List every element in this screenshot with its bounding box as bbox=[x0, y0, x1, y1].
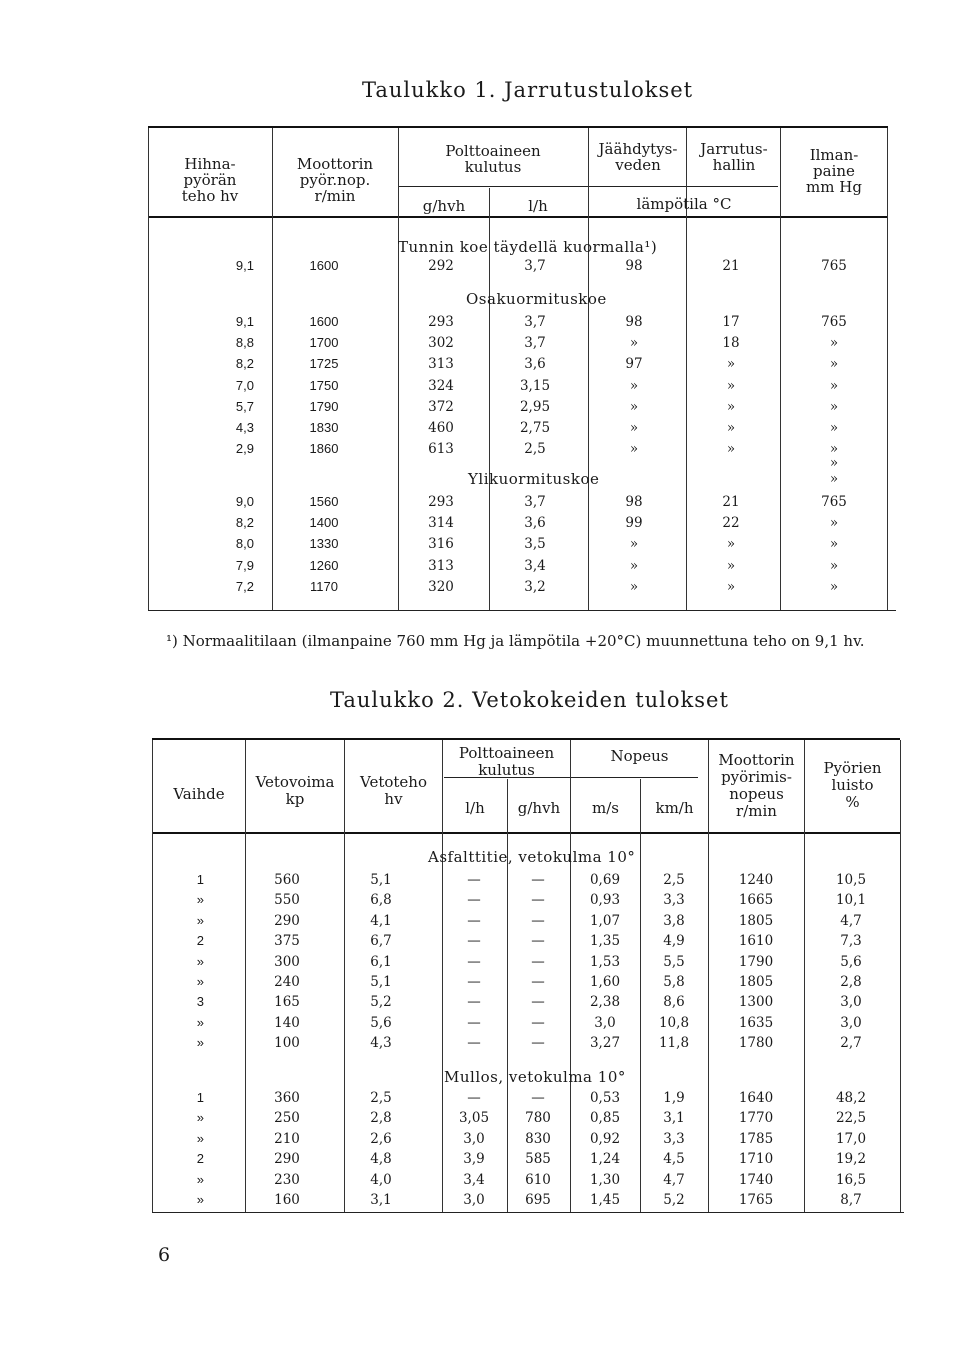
table1-cell: » bbox=[629, 536, 639, 553]
table1-cell: 22 bbox=[722, 515, 740, 532]
table1-cell: 9,1 bbox=[235, 258, 254, 273]
table2-col-rule bbox=[507, 779, 508, 1212]
table1-header-coolant: Jäähdytys- veden bbox=[598, 140, 678, 174]
table2-cell: 4,1 bbox=[370, 912, 392, 929]
table2-cell: 10,5 bbox=[835, 872, 867, 888]
table1-cell: 4,3 bbox=[235, 420, 254, 435]
table2-cell: 2,7 bbox=[840, 1035, 862, 1052]
table2-cell: 4,8 bbox=[370, 1151, 392, 1168]
table1-cell: 8,2 bbox=[235, 356, 254, 372]
table2-cell: 230 bbox=[274, 1171, 300, 1188]
table2-cell: 1 bbox=[196, 872, 204, 887]
table1-cell: 18 bbox=[722, 335, 740, 352]
table1-cell: 1790 bbox=[309, 398, 339, 414]
table1-cell: 8,0 bbox=[235, 536, 254, 552]
table2-cell: 22,5 bbox=[835, 1110, 867, 1127]
table1-cell: » bbox=[629, 578, 639, 595]
table1-cell: » bbox=[726, 398, 736, 415]
table2-header-fuel: Polttoaineen kulutus bbox=[458, 744, 555, 779]
table2-cell: 0,92 bbox=[589, 1130, 621, 1147]
table1-cell: 3,6 bbox=[524, 356, 546, 373]
table1-section-label: Tunnin koe täydellä kuormalla¹) bbox=[398, 238, 658, 256]
table2-cell: 48,2 bbox=[835, 1090, 867, 1106]
table2-cell: 2,38 bbox=[589, 994, 621, 1011]
table1-cell: » bbox=[829, 515, 839, 532]
table1-cell: » bbox=[629, 441, 639, 458]
table2-cell: 1,53 bbox=[589, 953, 621, 970]
table2-header-pull-force: Vetovoima kp bbox=[255, 773, 335, 808]
table2-cell: 1,45 bbox=[589, 1192, 621, 1208]
table2-cell: 290 bbox=[274, 912, 300, 929]
table2-cell: 1240 bbox=[738, 872, 774, 888]
table1-cell: » bbox=[829, 420, 839, 436]
table1-cell: » bbox=[726, 557, 736, 574]
table2-title: Taulukko 2. Vetokokeiden tulokset bbox=[330, 688, 729, 712]
table1-cell: » bbox=[629, 557, 639, 574]
table2-cell: 3,0 bbox=[840, 1014, 862, 1031]
table1-cell: 3,4 bbox=[524, 557, 546, 574]
table1-cell: 1600 bbox=[309, 258, 339, 273]
table1-cell: » bbox=[829, 557, 839, 574]
table2-cell: 550 bbox=[274, 892, 300, 909]
table1-section-label: Ylikuormituskoe bbox=[468, 470, 600, 488]
table1-cell: 1860 bbox=[309, 441, 339, 457]
table2-cell: — bbox=[467, 912, 481, 929]
table2-cell: 1765 bbox=[738, 1192, 774, 1208]
table2-header-pull-power: Vetoteho hv bbox=[360, 773, 427, 808]
table2-cell: 4,9 bbox=[663, 933, 685, 950]
table2-col-rule bbox=[245, 740, 246, 1212]
table1-cell: 314 bbox=[428, 515, 454, 532]
table1-cell: » bbox=[829, 356, 839, 373]
table2-cell: 2 bbox=[196, 1151, 204, 1167]
table2-cell: 3,1 bbox=[370, 1192, 392, 1208]
table1-header-brake-hall: Jarrutus- hallin bbox=[700, 140, 768, 174]
table1-header-fuel-lh: l/h bbox=[528, 197, 548, 215]
table2-cell: » bbox=[196, 1130, 204, 1146]
table1-cell: 9,0 bbox=[235, 494, 254, 509]
table1-col-rule bbox=[588, 128, 589, 610]
table2-cell: 3,4 bbox=[463, 1171, 485, 1188]
table2-cell: 3 bbox=[196, 994, 204, 1010]
table2-cell: 6,8 bbox=[370, 892, 392, 909]
table2-cell: — bbox=[467, 974, 481, 990]
table2-cell: 1805 bbox=[738, 974, 774, 990]
table1-cell: » bbox=[829, 335, 839, 352]
table1-cell: 3,15 bbox=[519, 377, 551, 394]
table2-header-wheel-slip: Pyörien luisto % bbox=[823, 759, 882, 811]
table2-cell: 1,60 bbox=[589, 974, 621, 990]
table2-cell: 5,2 bbox=[370, 994, 392, 1011]
table2-section-label: Mullos, vetokulma 10° bbox=[444, 1068, 626, 1086]
table2-cell: 1780 bbox=[738, 1035, 774, 1052]
table1-cell: » bbox=[829, 578, 839, 595]
table1-cell: » bbox=[629, 335, 639, 352]
table1-cell: 3,7 bbox=[524, 494, 546, 510]
table2-cell: 1,35 bbox=[589, 933, 621, 950]
table1-cell: 320 bbox=[428, 578, 454, 595]
table2-cell: 1610 bbox=[738, 933, 774, 950]
table2-cell: 1,9 bbox=[663, 1090, 685, 1106]
table2-cell: 3,9 bbox=[463, 1151, 485, 1168]
table2-cell: 3,8 bbox=[663, 912, 685, 929]
table2-cell: 695 bbox=[525, 1192, 551, 1208]
table2-cell: 2,8 bbox=[370, 1110, 392, 1127]
table1-cell: 613 bbox=[428, 441, 454, 458]
table1-cell: » bbox=[829, 536, 839, 553]
table2-cell: 1665 bbox=[738, 892, 774, 909]
table1-cell: 8,8 bbox=[235, 335, 254, 351]
table2-cell: 3,0 bbox=[463, 1130, 485, 1147]
table1-cell: » bbox=[829, 377, 839, 394]
table2-cell: » bbox=[196, 1035, 204, 1051]
table1-cell: 2,95 bbox=[519, 398, 551, 415]
table1-cell: 1560 bbox=[309, 494, 339, 509]
table1-header-fuel-ghvh: g/hvh bbox=[422, 197, 466, 215]
table2-col-rule bbox=[152, 740, 153, 1212]
table2-col-rule bbox=[570, 740, 571, 1212]
table2-cell: — bbox=[467, 994, 481, 1011]
table2-cell: 5,6 bbox=[840, 953, 862, 970]
table1-cell: 3,6 bbox=[524, 515, 546, 532]
table2-cell: 7,3 bbox=[840, 933, 862, 950]
table1-header-air-pressure: Ilman- paine mm Hg bbox=[806, 146, 862, 196]
table2-cell: — bbox=[531, 892, 545, 909]
table2-cell: 1,24 bbox=[589, 1151, 621, 1168]
table1-cell: 21 bbox=[722, 258, 740, 274]
table1-cell: 2,5 bbox=[524, 441, 546, 458]
table2-top-rule bbox=[152, 738, 900, 740]
table2-cell: 1805 bbox=[738, 912, 774, 929]
table2-cell: 8,7 bbox=[840, 1192, 862, 1208]
table1-cell: » bbox=[726, 356, 736, 373]
table2-cell: 2,5 bbox=[663, 872, 685, 888]
table2-cell: 3,0 bbox=[463, 1192, 485, 1208]
table2-bottom-rule bbox=[152, 1212, 904, 1213]
table2-cell: 0,69 bbox=[589, 872, 621, 888]
table1-cell: 293 bbox=[428, 494, 454, 510]
table2-cell: — bbox=[531, 974, 545, 990]
table2-cell: — bbox=[531, 994, 545, 1011]
table1-header-temperature: lämpötila °C bbox=[636, 195, 732, 213]
table1-cell: » bbox=[829, 398, 839, 415]
table2-cell: 3,27 bbox=[589, 1035, 621, 1052]
table1-top-rule bbox=[148, 126, 888, 128]
table2-cell: 1 bbox=[196, 1090, 204, 1105]
table2-cell: 160 bbox=[274, 1192, 300, 1208]
table1-col-rule bbox=[272, 128, 273, 610]
table1-cell: 292 bbox=[428, 258, 454, 274]
table1-cell: 3,7 bbox=[524, 335, 546, 352]
table1-cell: 98 bbox=[625, 314, 643, 330]
table2-cell: 5,1 bbox=[370, 872, 392, 888]
table2-cell: 2 bbox=[196, 933, 204, 949]
table2-cell: 1740 bbox=[738, 1171, 774, 1188]
table2-cell: 2,8 bbox=[840, 974, 862, 990]
table2-cell: 2,6 bbox=[370, 1130, 392, 1147]
table1-cell: » bbox=[629, 420, 639, 436]
table2-cell: 165 bbox=[274, 994, 300, 1011]
table2-cell: — bbox=[467, 933, 481, 950]
table2-cell: 3,3 bbox=[663, 1130, 685, 1147]
table2-cell: — bbox=[531, 1014, 545, 1031]
table1-cell: 313 bbox=[428, 356, 454, 373]
page-number: 6 bbox=[158, 1244, 171, 1266]
table1-cell: 316 bbox=[428, 536, 454, 553]
table2-cell: 0,85 bbox=[589, 1110, 621, 1127]
table1-cell: » bbox=[829, 471, 839, 488]
table2-cell: 16,5 bbox=[835, 1171, 867, 1188]
table1-cell: 372 bbox=[428, 398, 454, 415]
table1-col-rule bbox=[148, 128, 149, 610]
table2-cell: — bbox=[531, 953, 545, 970]
table2-cell: — bbox=[531, 912, 545, 929]
table1-cell: 3,7 bbox=[524, 314, 546, 330]
table1-cell: 7,2 bbox=[235, 578, 254, 594]
table1-cell: 1830 bbox=[309, 420, 339, 435]
table2-cell: — bbox=[467, 1035, 481, 1052]
table2-header-fuel-lh: l/h bbox=[465, 799, 485, 817]
table2-header-gear: Vaihde bbox=[173, 785, 225, 803]
table2-cell: — bbox=[531, 1035, 545, 1052]
table2-cell: 290 bbox=[274, 1151, 300, 1168]
table1-title: Taulukko 1. Jarrutustulokset bbox=[362, 78, 694, 102]
table2-cell: 1710 bbox=[738, 1151, 774, 1168]
table2-cell: 0,93 bbox=[589, 892, 621, 909]
table2-header-bottom-rule bbox=[152, 832, 900, 834]
table1-cell: 21 bbox=[722, 494, 740, 510]
table1-cell: 1600 bbox=[309, 314, 339, 329]
table1-cell: 98 bbox=[625, 258, 643, 274]
table2-cell: 10,1 bbox=[835, 892, 867, 909]
table2-cell: 3,3 bbox=[663, 892, 685, 909]
table2-cell: 100 bbox=[274, 1035, 300, 1052]
table1-cell: » bbox=[726, 536, 736, 553]
table2-cell: 240 bbox=[274, 974, 300, 990]
table2-col-rule bbox=[344, 740, 345, 1212]
table1-cell: 293 bbox=[428, 314, 454, 330]
table2-cell: — bbox=[467, 953, 481, 970]
table1-header-bottom-rule bbox=[148, 216, 888, 218]
table1-header-fuel: Polttoaineen kulutus bbox=[445, 142, 541, 176]
table2-cell: — bbox=[531, 933, 545, 950]
table2-cell: 300 bbox=[274, 953, 300, 970]
table1-cell: » bbox=[629, 377, 639, 394]
table2-cell: 11,8 bbox=[658, 1035, 690, 1052]
table2-cell: 360 bbox=[274, 1090, 300, 1106]
table1-cell: 2,75 bbox=[519, 420, 551, 436]
table2-cell: 3,1 bbox=[663, 1110, 685, 1127]
table2-cell: 140 bbox=[274, 1014, 300, 1031]
table2-cell: 4,7 bbox=[663, 1171, 685, 1188]
table2-cell: 1,07 bbox=[589, 912, 621, 929]
table2-cell: » bbox=[196, 892, 204, 908]
table2-col-rule bbox=[708, 740, 709, 1212]
table1-cell: 1330 bbox=[309, 536, 339, 552]
table2-cell: 8,6 bbox=[663, 994, 685, 1011]
table2-cell: 830 bbox=[525, 1130, 551, 1147]
table2-cell: 5,5 bbox=[663, 953, 685, 970]
table2-cell: 3,0 bbox=[840, 994, 862, 1011]
table1-cell: 99 bbox=[625, 515, 643, 532]
table2-cell: 375 bbox=[274, 933, 300, 950]
table2-cell: 0,53 bbox=[589, 1090, 621, 1106]
table2-cell: 19,2 bbox=[835, 1151, 867, 1168]
table2-cell: 210 bbox=[274, 1130, 300, 1147]
table1-cell: 313 bbox=[428, 557, 454, 574]
table2-cell: 1635 bbox=[738, 1014, 774, 1031]
table1-cell: 17 bbox=[722, 314, 740, 330]
table1-cell: 765 bbox=[821, 494, 847, 510]
table1-cell: 1170 bbox=[310, 578, 338, 594]
table2-cell: » bbox=[196, 953, 204, 969]
table2-cell: » bbox=[196, 912, 204, 928]
table2-cell: 17,0 bbox=[835, 1130, 867, 1147]
table1-cell: 9,1 bbox=[235, 314, 254, 329]
table1-cell: 7,0 bbox=[235, 377, 254, 393]
table2-cell: » bbox=[196, 1171, 204, 1187]
table2-cell: 2,5 bbox=[370, 1090, 392, 1106]
table2-cell: 560 bbox=[274, 872, 300, 888]
table2-cell: 1640 bbox=[738, 1090, 774, 1106]
table1-cell: 460 bbox=[428, 420, 454, 436]
table2-cell: 3,05 bbox=[458, 1110, 490, 1127]
table2-header-speed-ms: m/s bbox=[592, 799, 619, 817]
table2-cell: 5,1 bbox=[370, 974, 392, 990]
table2-cell: 5,2 bbox=[663, 1192, 685, 1208]
table2-cell: 1300 bbox=[738, 994, 774, 1011]
table1-cell: » bbox=[829, 441, 839, 458]
table2-cell: 1770 bbox=[738, 1110, 774, 1127]
table1-cell: 1725 bbox=[309, 356, 339, 372]
table2-cell: 1790 bbox=[738, 953, 774, 970]
table1-cell: » bbox=[629, 398, 639, 415]
table2-cell: — bbox=[467, 872, 481, 888]
table2-cell: 6,1 bbox=[370, 953, 392, 970]
table2-header-speed: Nopeus bbox=[610, 747, 669, 765]
table2-col-rule bbox=[442, 740, 443, 1212]
table2-cell: 4,5 bbox=[663, 1151, 685, 1168]
table2-cell: 3,0 bbox=[594, 1014, 616, 1031]
table1-col-rule bbox=[780, 128, 781, 610]
table2-cell: 10,8 bbox=[658, 1014, 690, 1031]
table2-cell: — bbox=[531, 1090, 545, 1106]
table2-cell: 4,7 bbox=[840, 912, 862, 929]
table2-cell: 610 bbox=[525, 1171, 551, 1188]
table1-section-label: Osakuormituskoe bbox=[466, 290, 607, 308]
table1-cell: 1260 bbox=[309, 557, 339, 573]
table1-cell: 324 bbox=[428, 377, 454, 394]
table2-header-engine-speed: Moottorin pyörimis- nopeus r/min bbox=[718, 751, 795, 820]
table1-col-rule bbox=[398, 128, 399, 610]
table1-cell: 302 bbox=[428, 335, 454, 352]
table1-cell: 1700 bbox=[309, 335, 339, 351]
table1-footnote: ¹) Normaalitilaan (ilmanpaine 760 mm Hg ja lämpötila +20°C) muunnettuna teho on 9,1 hv. bbox=[166, 632, 865, 650]
table2-col-rule bbox=[804, 740, 805, 1212]
table1-cell: 765 bbox=[821, 314, 847, 330]
table2-header-speed-kmh: km/h bbox=[655, 799, 694, 817]
table2-cell: — bbox=[467, 1090, 481, 1106]
table2-header-fuel-ghvh: g/hvh bbox=[517, 799, 561, 817]
table2-cell: » bbox=[196, 1110, 204, 1126]
table2-section-label: Asfalttitie, vetokulma 10° bbox=[428, 848, 636, 866]
table2-cell: » bbox=[196, 1014, 204, 1030]
table1-cell: 7,9 bbox=[235, 557, 254, 573]
table2-cell: 1,30 bbox=[589, 1171, 621, 1188]
table2-cell: » bbox=[196, 1192, 204, 1207]
table2-col-rule bbox=[900, 740, 901, 1212]
table1-cell: 1400 bbox=[309, 515, 339, 531]
table1-cell: 3,5 bbox=[524, 536, 546, 553]
table1-header-engine-speed: Moottorin pyör.nop. r/min bbox=[296, 155, 374, 205]
table1-header-belt-power: Hihna- pyörän teho hv bbox=[181, 155, 239, 205]
table2-cell: 4,3 bbox=[370, 1035, 392, 1052]
table1-cell: 98 bbox=[625, 494, 643, 510]
table1-cell: 2,9 bbox=[235, 441, 254, 457]
table1-cell: » bbox=[726, 578, 736, 595]
table2-cell: 5,8 bbox=[663, 974, 685, 990]
table1-cell: » bbox=[726, 441, 736, 458]
table1-cell: » bbox=[726, 420, 736, 436]
table2-cell: — bbox=[467, 892, 481, 909]
table2-cell: » bbox=[196, 974, 204, 989]
table1-bottom-rule bbox=[148, 610, 896, 611]
table1-cell: 5,7 bbox=[235, 398, 254, 414]
table2-cell: 6,7 bbox=[370, 933, 392, 950]
table1-cell: 765 bbox=[821, 258, 847, 274]
table2-cell: 4,0 bbox=[370, 1171, 392, 1188]
table1-cell: 3,7 bbox=[524, 258, 546, 274]
table2-cell: — bbox=[467, 1014, 481, 1031]
table1-col-rule bbox=[887, 128, 888, 610]
table2-cell: 780 bbox=[525, 1110, 551, 1127]
table2-cell: 585 bbox=[525, 1151, 551, 1168]
table2-cell: 250 bbox=[274, 1110, 300, 1127]
table1-cell: » bbox=[829, 455, 839, 472]
table2-col-rule bbox=[640, 779, 641, 1212]
table1-cell: 1750 bbox=[309, 377, 339, 393]
table1-cell: » bbox=[726, 377, 736, 394]
table2-cell: 1785 bbox=[738, 1130, 774, 1147]
table1-cell: 8,2 bbox=[235, 515, 254, 531]
table2-cell: 5,6 bbox=[370, 1014, 392, 1031]
table1-cell: 97 bbox=[625, 356, 643, 373]
table2-cell: — bbox=[531, 872, 545, 888]
table1-cell: 3,2 bbox=[524, 578, 546, 595]
